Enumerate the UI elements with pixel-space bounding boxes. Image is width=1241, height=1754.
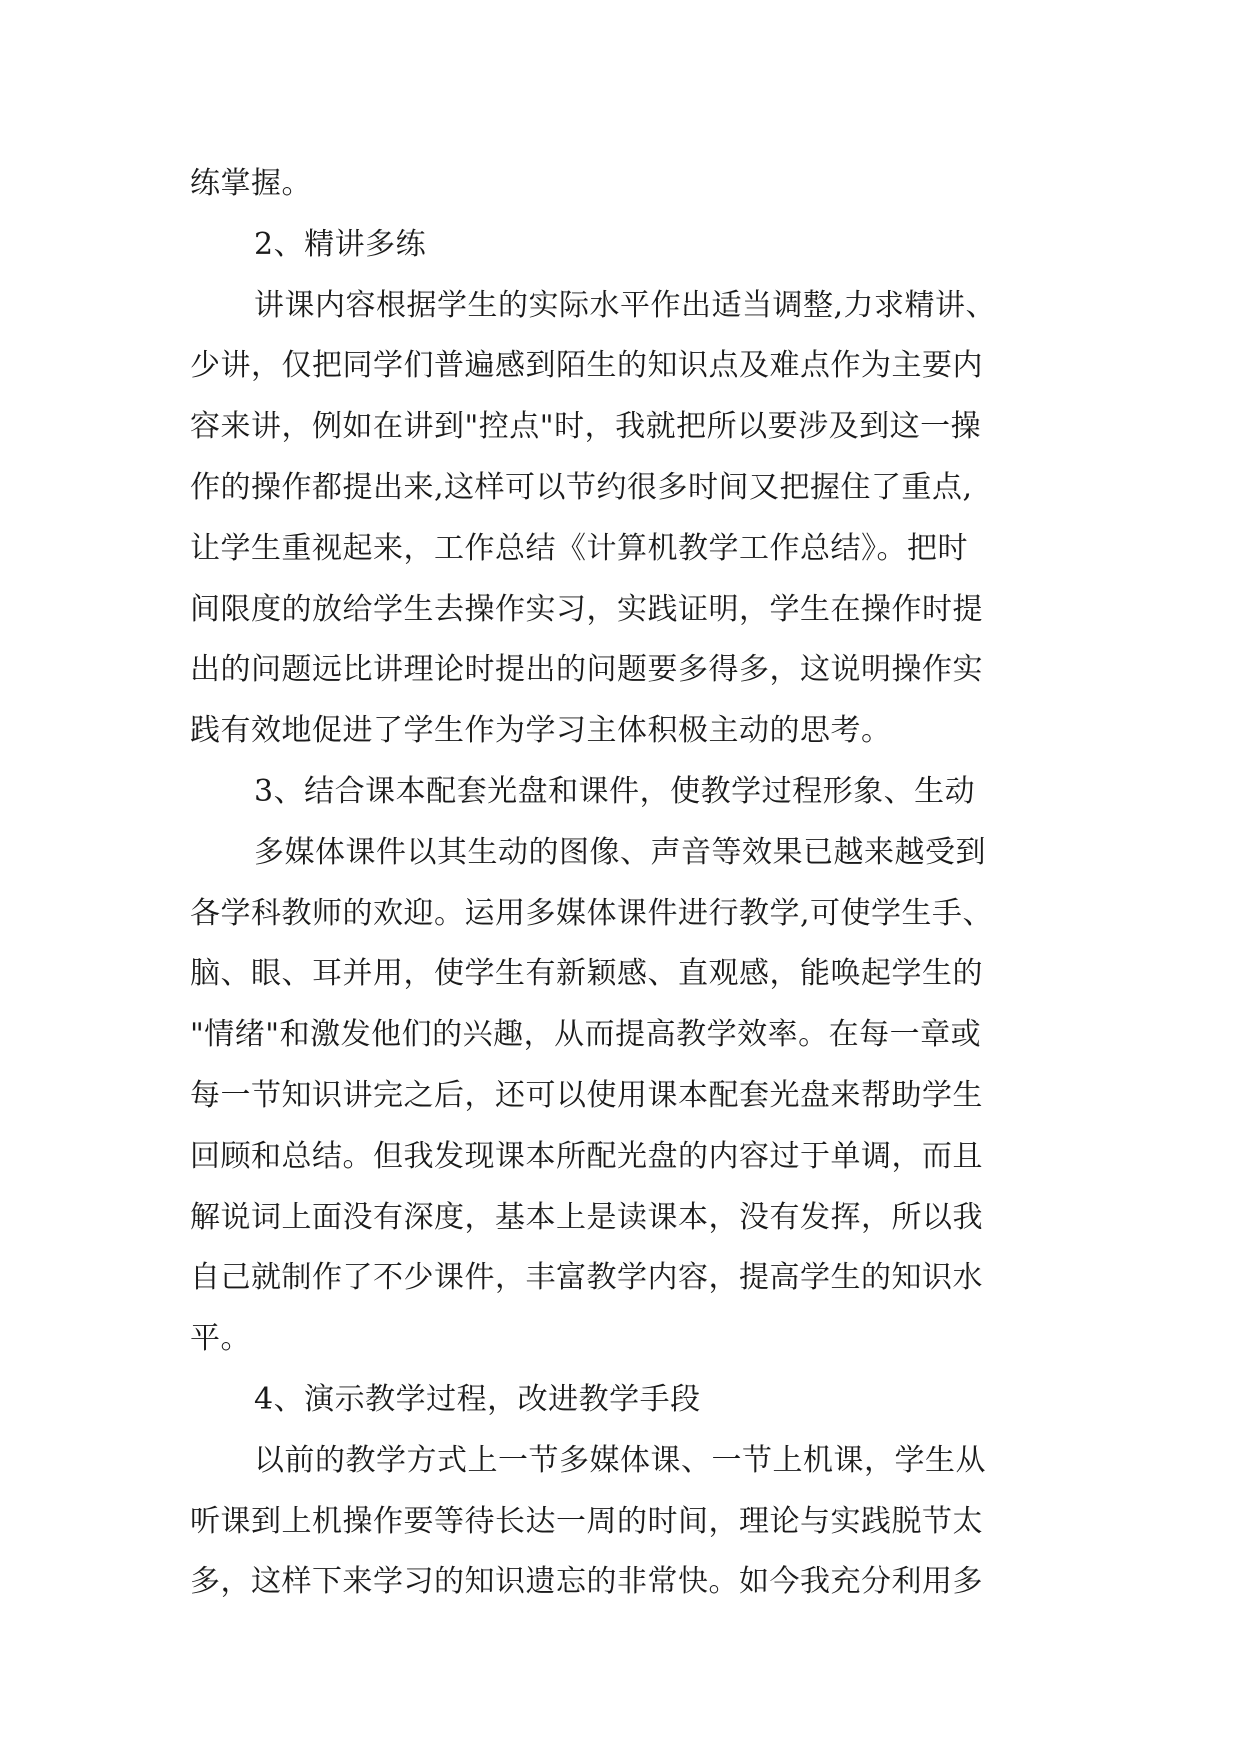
text-line: "情绪"和激发他们的兴趣，从而提高教学效率。在每一章或: [190, 1017, 982, 1053]
text-line: 平。: [190, 1321, 251, 1357]
text-line: 间限度的放给学生去操作实习，实践证明，学生在操作时提: [190, 591, 983, 627]
text-line: 每一节知识讲完之后，还可以使用课本配套光盘来帮助学生: [190, 1077, 983, 1113]
paragraph-first-line: 4、演示教学过程，改进教学手段: [254, 1381, 701, 1417]
paragraph-first-line: 3、结合课本配套光盘和课件，使教学过程形象、生动: [254, 773, 976, 809]
text-line: 自己就制作了不少课件，丰富教学内容，提高学生的知识水: [190, 1260, 983, 1296]
text-line: 践有效地促进了学生作为学习主体积极主动的思考。: [190, 713, 892, 749]
text-line: 让学生重视起来，工作总结《计算机教学工作总结》。把时: [190, 530, 968, 566]
body-text: [190, 154, 1090, 1613]
paragraph-first-line: 讲课内容根据学生的实际水平作出适当调整,力求精讲、: [254, 287, 997, 323]
text-line: 容来讲，例如在讲到"控点"时，我就把所以要涉及到这一操: [190, 409, 982, 445]
paragraph-first-line: 2、精讲多练: [254, 226, 427, 262]
text-line: 各学科教师的欢迎。运用多媒体课件进行教学,可使学生手、: [190, 895, 994, 931]
text-line: 出的问题远比讲理论时提出的问题要多得多，这说明操作实: [190, 652, 983, 688]
text-line: 多，这样下来学习的知识遗忘的非常快。如今我充分利用多: [190, 1564, 983, 1600]
text-line: 回顾和总结。但我发现课本所配光盘的内容过于单调，而且: [190, 1138, 983, 1174]
text-line: 解说词上面没有深度，基本上是读课本，没有发挥，所以我: [190, 1199, 983, 1235]
text-line: 听课到上机操作要等待长达一周的时间，理论与实践脱节太: [190, 1503, 983, 1539]
paragraph-first-line: 以前的教学方式上一节多媒体课、一节上机课，学生从: [254, 1442, 986, 1478]
paragraph-first-line: 多媒体课件以其生动的图像、声音等效果已越来越受到: [254, 834, 986, 870]
text-line: 少讲，仅把同学们普遍感到陌生的知识点及难点作为主要内: [190, 348, 983, 384]
text-line: 练掌握。: [190, 166, 312, 201]
text-line: 作的操作都提出来,这样可以节约很多时间又把握住了重点,: [190, 469, 973, 505]
text-line: 脑、眼、耳并用，使学生有新颖感、直观感，能唤起学生的: [190, 956, 983, 992]
